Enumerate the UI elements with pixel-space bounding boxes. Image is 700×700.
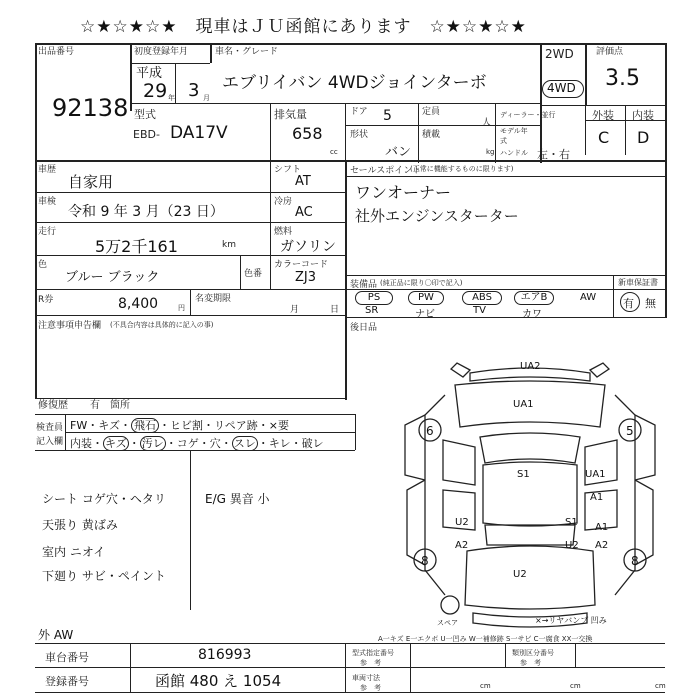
mark-u2-rear: U2 xyxy=(513,569,527,580)
score-value: 3.5 xyxy=(605,66,640,91)
auction-number: 92138 xyxy=(52,94,129,122)
chassis-value: 816993 xyxy=(198,647,252,663)
era-year-value: 29 xyxy=(143,80,168,102)
equip-pw: PW xyxy=(408,291,444,305)
color-code-label: カラーコード xyxy=(274,260,329,270)
equip-tv: TV xyxy=(473,305,486,316)
ext-grade: C xyxy=(598,128,610,147)
mark-a2-right: A2 xyxy=(595,540,609,551)
recycle-label: R券 xyxy=(38,295,54,305)
reg-label: 登録番号 xyxy=(45,675,89,688)
grade-col-label: 評価点 xyxy=(596,47,624,57)
model-code-value: DA17V xyxy=(170,123,228,143)
km-unit: km xyxy=(222,240,236,250)
model-grade-label: 車名・グレード xyxy=(215,47,279,57)
equip-leather: カワ xyxy=(522,309,542,320)
insp-ana: 穴 xyxy=(209,437,221,450)
inspector-line-2: 内装・ キズ ・ 汚レ ・コゲ・穴・ スレ ・キレ・破レ xyxy=(70,437,324,450)
insp-kire: キレ xyxy=(268,437,291,450)
circle-6: 6 xyxy=(426,424,434,438)
mark-u2-right: U2 xyxy=(565,540,579,551)
model-code-label: 型式 xyxy=(134,108,156,121)
insp-kizu2: キズ xyxy=(105,437,127,450)
doors-label: ドア xyxy=(350,107,368,117)
sales-point-1: ワンオーナー xyxy=(355,183,452,202)
circle-8-right: 8 xyxy=(631,554,639,568)
auction-no-label: 出品番号 xyxy=(38,47,75,57)
warranty-no: 無 xyxy=(645,297,656,310)
inspection-value: 令和 9 年 3 月（23 日） xyxy=(68,204,224,220)
note-engine: E/G 異音 小 xyxy=(205,492,270,506)
insp-yabure: 破レ xyxy=(301,437,324,450)
insp-koge: コゲ xyxy=(176,437,199,450)
shape-value: バン xyxy=(385,145,412,160)
insp-kizu: キズ xyxy=(98,419,120,432)
year-unit: 年 xyxy=(168,94,175,102)
entry-label: 記入欄 xyxy=(36,437,64,447)
inspector-line-1: FW・キズ・ 飛石 ・ヒビ割・リペア跡・×要 xyxy=(70,419,289,432)
equip-abs: ABS xyxy=(462,291,502,305)
mark-a1-right2: A1 xyxy=(595,522,609,533)
sales-sub: (正常に機能するものに限ります) xyxy=(410,165,514,173)
recall-month: 月 xyxy=(290,305,300,315)
dealer-label: ディーラー・並行 xyxy=(500,111,556,119)
era-label: 平成 xyxy=(136,66,163,81)
insp-yogore: 汚レ xyxy=(141,437,164,450)
warranty-yes: 有 xyxy=(623,297,634,310)
mark-a2-left: A2 xyxy=(455,540,469,551)
shape-label: 形状 xyxy=(350,130,369,140)
equip-airbag: エアB xyxy=(514,291,554,305)
model-year-label: モデル年式 xyxy=(500,127,528,145)
equip-navi: ナビ xyxy=(415,309,435,320)
cm-2: cm xyxy=(570,682,581,690)
equip-ps: PS xyxy=(355,291,393,305)
note-ceiling: 天張り 黄ばみ xyxy=(42,518,118,532)
handle-value: 左・右 xyxy=(537,148,570,161)
aircon-value: AC xyxy=(295,205,313,220)
ref1-label: 参 考 xyxy=(360,659,381,667)
history-label: 車歴 xyxy=(38,165,57,175)
displacement-label: 排気量 xyxy=(274,108,307,121)
insp-repair: リペア跡 xyxy=(214,419,258,432)
insp-hibi: ヒビ割 xyxy=(170,419,203,432)
rear-note: ×→リヤバンプ 凹み xyxy=(535,616,607,625)
insp-x: ×要 xyxy=(268,419,289,432)
insp-naisou: 内装 xyxy=(70,437,92,450)
circle-8-left: 8 xyxy=(421,554,429,568)
color-code-value: ZJ3 xyxy=(295,270,317,285)
notes-sub: (不具合内容は具体的に記入の事) xyxy=(110,321,214,329)
circle-5: 5 xyxy=(626,424,634,438)
ref-size-label: 参 考 xyxy=(360,684,381,692)
recycle-value: 8,400 xyxy=(118,296,159,312)
recall-day: 日 xyxy=(330,305,340,315)
month-unit: 月 xyxy=(203,94,210,102)
model-prefix: EBD- xyxy=(133,128,160,141)
insp-tobiishi: 飛石 xyxy=(131,418,159,433)
color-value: ブルー ブラック xyxy=(65,270,160,285)
color-no-label: 色番 xyxy=(244,269,263,279)
inspection-label: 車検 xyxy=(38,197,57,207)
equip-sr: SR xyxy=(365,305,379,316)
header-banner: ☆★☆★☆★ 現車はＪＵ函館にあります ☆★☆★☆★ xyxy=(80,17,527,37)
mileage-label: 走行 xyxy=(38,227,57,237)
shift-value: AT xyxy=(295,174,311,189)
equip-aw: AW xyxy=(580,292,597,303)
ref2-label: 参 考 xyxy=(520,659,541,667)
notes-title: 注意事項申告欄 xyxy=(38,321,102,331)
cm-1: cm xyxy=(480,682,491,690)
after-sale-label: 後日品 xyxy=(350,323,378,333)
mileage-value: 5万2千161 xyxy=(95,237,178,256)
repair-label: 修復歴 xyxy=(38,400,68,411)
equipment-sub: (純正品に限り〇印で記入) xyxy=(380,279,463,287)
mark-s1-roof: S1 xyxy=(517,469,530,480)
first-reg-label: 初度登録年月 xyxy=(134,47,189,57)
mark-u2-left: U2 xyxy=(455,517,469,528)
registration-value: 函館 480 え 1054 xyxy=(155,672,282,690)
mark-ua1-right: UA1 xyxy=(585,469,606,480)
spare-note: スペア xyxy=(437,619,458,627)
yen-unit: 円 xyxy=(178,304,185,312)
car-damage-diagram xyxy=(395,355,665,645)
inspector-label: 検査員 xyxy=(36,423,64,433)
cm-3: cm xyxy=(655,682,666,690)
aircon-label: 冷房 xyxy=(274,197,293,207)
handle-label: ハンドル xyxy=(500,149,528,157)
note-ext-aw: 外 AW xyxy=(38,628,74,642)
sales-point-2: 社外エンジンスターター xyxy=(355,207,519,225)
month-value: 3 xyxy=(188,80,200,101)
vehicle-size-label: 車両寸法 xyxy=(352,674,380,682)
load-label: 積載 xyxy=(422,130,441,140)
kg-unit: kg xyxy=(486,148,495,156)
insp-sure: スレ xyxy=(233,437,256,450)
note-seat: シート コゲ穴・ヘタリ xyxy=(42,492,166,506)
mark-ua1-hood: UA1 xyxy=(513,399,534,410)
sales-title: セールスポイント xyxy=(350,166,422,176)
shift-label: シフト xyxy=(274,165,302,175)
fuel-value: ガソリン xyxy=(280,239,336,255)
doors-value: 5 xyxy=(383,108,392,124)
person-unit: 人 xyxy=(482,118,492,128)
drive-4wd: 4WD xyxy=(547,81,576,95)
int-grade: D xyxy=(637,128,650,147)
damage-legend: A一キズ E一エクボ U一凹み W一補修跡 S一サビ C一腐食 XX一交換 xyxy=(378,635,593,643)
recall-label: 名変期限 xyxy=(195,294,232,304)
equipment-title: 装備品 xyxy=(350,280,378,290)
displacement-value: 658 xyxy=(292,124,323,143)
note-odor: 室内 ニオイ xyxy=(42,545,106,559)
mark-s1-rear: S1 xyxy=(565,517,578,528)
warranty-label: 新車保証書 xyxy=(618,278,658,287)
interior-label: 内装 xyxy=(632,109,654,122)
insp-fw: FW xyxy=(70,419,88,432)
wd2-label: 2WD xyxy=(545,47,574,61)
mark-ua2: UA2 xyxy=(520,361,541,372)
fuel-label: 燃料 xyxy=(274,227,293,237)
chassis-label: 車台番号 xyxy=(45,651,89,664)
cert-no-label: 型式指定番号 xyxy=(352,649,394,657)
model-name: エブリイバン 4WDジョインターボ xyxy=(222,73,487,93)
color-label: 色 xyxy=(38,260,48,270)
mark-a1-right: A1 xyxy=(590,492,604,503)
class-no-label: 類別区分番号 xyxy=(512,649,554,657)
cc-unit: cc xyxy=(330,148,338,156)
repair-value: 有 箇所 xyxy=(90,400,130,411)
capacity-label: 定員 xyxy=(422,107,441,117)
note-under: 下廻り サビ・ペイント xyxy=(42,569,166,583)
history-value: 自家用 xyxy=(68,173,114,191)
exterior-label: 外装 xyxy=(592,109,614,122)
